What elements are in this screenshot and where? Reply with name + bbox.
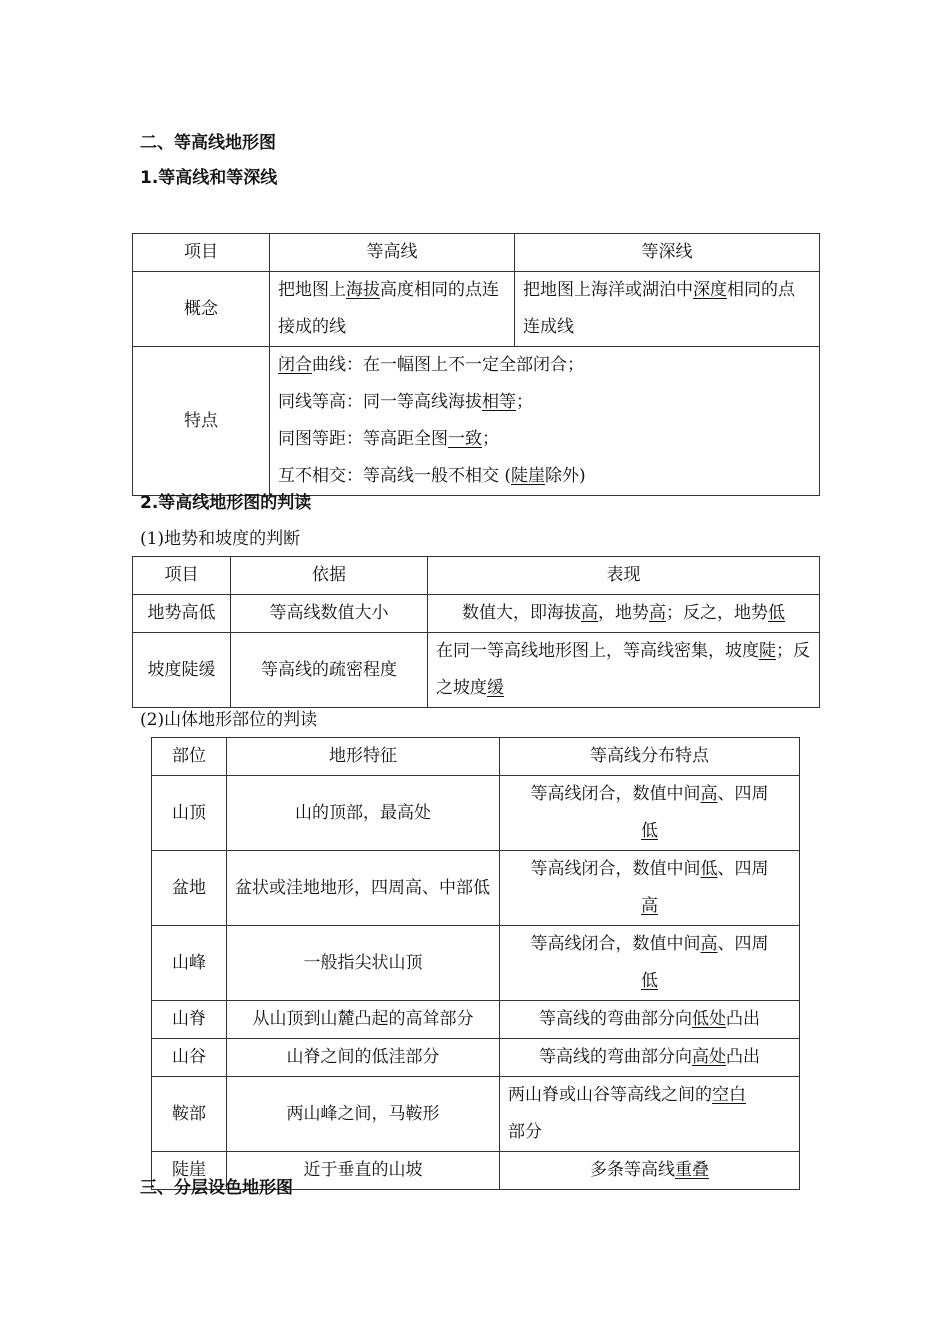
part-cell: 山谷 xyxy=(152,1039,227,1077)
table2-head-basis: 依据 xyxy=(231,557,428,595)
subsection-2a-title: (1)地势和坡度的判断 xyxy=(140,529,301,549)
feature-cell: 山的顶部，最高处 xyxy=(227,776,500,851)
section-3-title: 三、分层设色地形图 xyxy=(140,1178,293,1198)
table-row xyxy=(152,776,800,851)
table1-head-isobath: 等深线 xyxy=(515,234,820,272)
slope-basis: 等高线的疏密程度 xyxy=(231,633,428,708)
feature-cell: 山脊之间的低洼部分 xyxy=(227,1039,500,1077)
dist-cell: 等高线的弯曲部分向高处凸出 xyxy=(500,1039,800,1077)
section-2-title: 二、等高线地形图 xyxy=(140,133,276,153)
dist-cell: 等高线的弯曲部分向低处凸出 xyxy=(500,1001,800,1039)
dist-cell: 多条等高线重叠 xyxy=(500,1152,800,1190)
part-cell: 陡崖 xyxy=(152,1152,227,1190)
feature-line-closed: 闭合曲线：在一幅图上不一定全部闭合； xyxy=(278,355,584,375)
dist-cell: 等高线闭合，数值中间高、四周 低 xyxy=(500,776,800,851)
feature-cell: 盆状或洼地地形，四周高、中部低 xyxy=(227,851,500,926)
terrain-basis: 等高线数值大小 xyxy=(231,595,428,633)
part-cell: 山顶 xyxy=(152,776,227,851)
slope-show: 在同一等高线地形图上，等高线密集，坡度陡；反之坡度缓 xyxy=(428,633,820,708)
table2-header-row xyxy=(133,557,820,595)
dist-cell: 等高线闭合，数值中间高、四周 低 xyxy=(500,926,800,1001)
dist-cell: 等高线闭合，数值中间低、四周 高 xyxy=(500,851,800,926)
isobath-concept: 把地图上海洋或湖泊中深度相同的点连成线 xyxy=(515,272,820,347)
slope-label: 坡度陡缓 xyxy=(133,633,231,708)
table-row xyxy=(152,1077,800,1152)
part-cell: 鞍部 xyxy=(152,1077,227,1152)
table2-head-item: 项目 xyxy=(133,557,231,595)
table-row xyxy=(152,851,800,926)
terrain-show: 数值大，即海拔高，地势高；反之，地势低 xyxy=(428,595,820,633)
feature-cell: 从山顶到山麓凸起的高耸部分 xyxy=(227,1001,500,1039)
subsection-2-title: 2.等高线地形图的判读 xyxy=(140,493,312,513)
table1-head-item: 项目 xyxy=(133,234,270,272)
table1-features-row xyxy=(133,347,820,496)
table3-head-part: 部位 xyxy=(152,738,227,776)
feature-cell: 近于垂直的山坡 xyxy=(227,1152,500,1190)
table3-head-feature: 地形特征 xyxy=(227,738,500,776)
feature-cell: 一般指尖状山顶 xyxy=(227,926,500,1001)
table2-terrain-row xyxy=(133,595,820,633)
table-row xyxy=(152,926,800,1001)
subsection-2b-title: (2)山体地形部位的判读 xyxy=(140,710,318,730)
contour-vs-isobath-table xyxy=(132,233,820,496)
table1-head-contour: 等高线 xyxy=(270,234,515,272)
table1-concept-row xyxy=(133,272,820,347)
contour-concept: 把地图上海拔高度相同的点连接成的线 xyxy=(270,272,515,347)
table1-header-row xyxy=(133,234,820,272)
feature-cell: 两山峰之间，马鞍形 xyxy=(227,1077,500,1152)
table3-header-row xyxy=(152,738,800,776)
feature-line-same-height: 同线等高：同一等高线海拔相等； xyxy=(278,392,533,412)
features-label: 特点 xyxy=(133,347,270,496)
table3-head-dist: 等高线分布特点 xyxy=(500,738,800,776)
feature-line-no-cross: 互不相交：等高线一般不相交 (陡崖除外) xyxy=(278,466,586,486)
part-cell: 盆地 xyxy=(152,851,227,926)
concept-label: 概念 xyxy=(133,272,270,347)
table-row xyxy=(152,1039,800,1077)
subsection-1-title: 1.等高线和等深线 xyxy=(140,168,278,188)
table-row xyxy=(152,1001,800,1039)
part-cell: 山峰 xyxy=(152,926,227,1001)
table2-head-show: 表现 xyxy=(428,557,820,595)
table2-slope-row xyxy=(133,633,820,708)
feature-line-same-interval: 同图等距：等高距全图一致； xyxy=(278,429,499,449)
landform-parts-table xyxy=(151,737,800,1190)
part-cell: 山脊 xyxy=(152,1001,227,1039)
features-content xyxy=(270,347,820,496)
dist-cell: 两山脊或山谷等高线之间的空白 部分 xyxy=(500,1077,800,1152)
terrain-label: 地势高低 xyxy=(133,595,231,633)
terrain-slope-table xyxy=(132,556,820,708)
